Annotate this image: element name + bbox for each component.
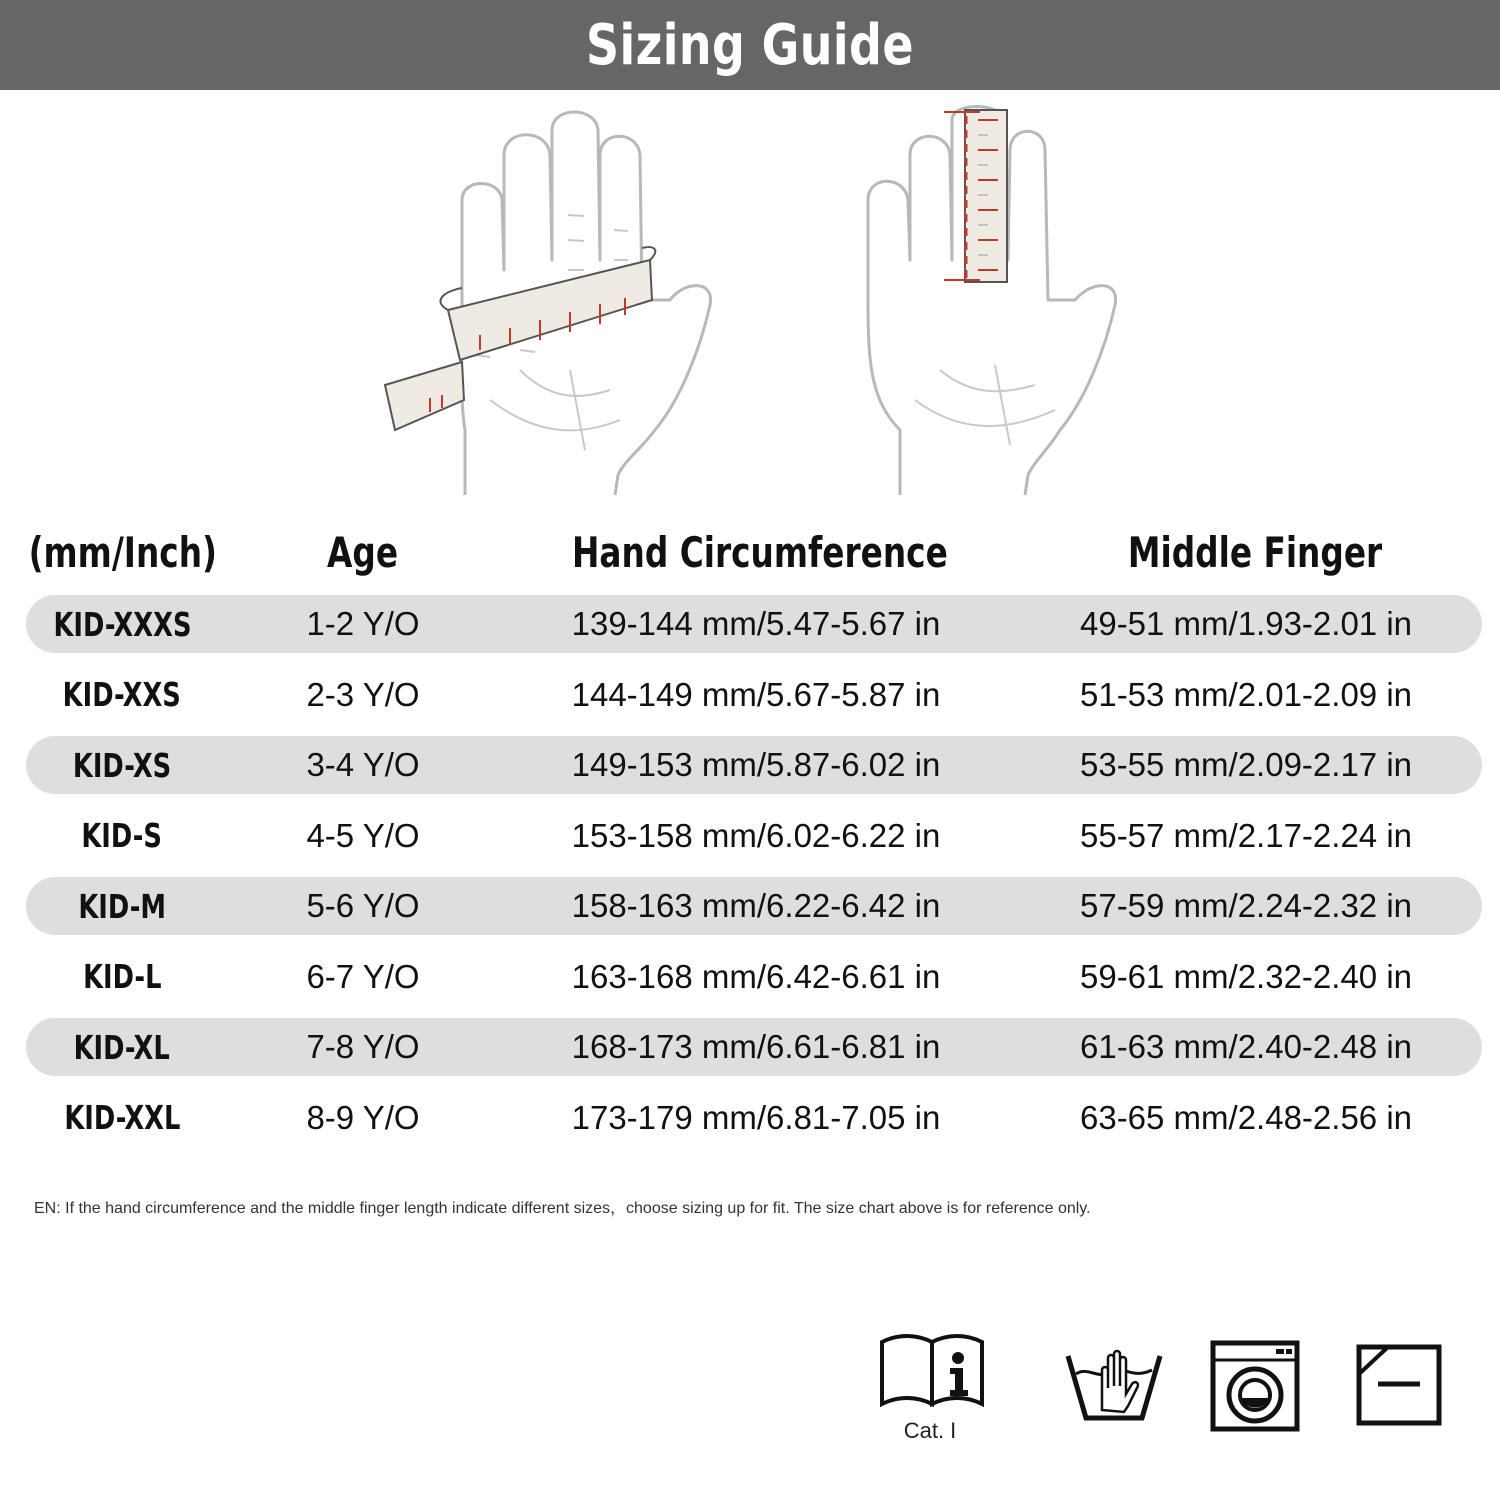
table-row (26, 948, 1482, 1006)
size-cell: KID-XS (72, 745, 172, 785)
size-cell: KID-S (81, 816, 163, 855)
age-cell: 6-7 Y/O (306, 957, 420, 995)
finger-cell: 57-59 mm/2.24-2.32 in (1079, 887, 1412, 924)
finger-cell: 55-57 mm/2.17-2.24 in (1079, 816, 1412, 854)
page-title: Sizing Guide (586, 12, 914, 78)
finger-cell: 51-53 mm/2.01-2.09 in (1079, 675, 1412, 713)
finger-cell: 61-63 mm/2.40-2.48 in (1079, 1028, 1412, 1065)
table-row (26, 736, 1482, 794)
column-header-age: Age (327, 527, 399, 577)
table-row (26, 1089, 1482, 1147)
size-table (26, 595, 1482, 1159)
column-header-middle-finger: Middle Finger (1127, 527, 1383, 577)
size-cell: KID-XXXS (52, 604, 192, 644)
dry-flat-icon (1356, 1344, 1442, 1426)
age-cell: 5-6 Y/O (306, 887, 420, 924)
category-label: Cat. I (903, 1418, 957, 1443)
age-cell: 8-9 Y/O (306, 1098, 420, 1136)
size-cell: KID-XL (73, 1027, 171, 1067)
size-cell: KID-L (82, 957, 162, 996)
column-header-unit: (mm/Inch) (28, 527, 218, 577)
age-cell: 2-3 Y/O (306, 675, 420, 713)
finger-cell: 49-51 mm/1.93-2.01 in (1079, 605, 1412, 642)
table-row (26, 666, 1482, 724)
hand-circumference-illustration (370, 100, 730, 500)
finger-cell: 63-65 mm/2.48-2.56 in (1079, 1098, 1412, 1136)
size-cell: KID-XXL (63, 1098, 181, 1137)
sizing-note: EN: If the hand circumference and the middle finger length indicate different sizes，choose sizing up for fit. The size chart above is for reference only. (34, 1200, 1091, 1217)
finger-cell: 53-55 mm/2.09-2.17 in (1079, 746, 1412, 783)
manual-info-icon (878, 1332, 988, 1412)
hand-cell: 149-153 mm/5.87-6.02 in (571, 746, 941, 783)
table-row (26, 1018, 1482, 1076)
hand-cell: 144-149 mm/5.67-5.87 in (571, 675, 941, 713)
machine-wash-icon (1210, 1340, 1300, 1432)
age-cell: 3-4 Y/O (306, 746, 420, 783)
table-row (26, 595, 1482, 653)
middle-finger-illustration (860, 100, 1140, 500)
finger-cell: 59-61 mm/2.32-2.40 in (1079, 957, 1412, 995)
column-header-hand-circumference: Hand Circumference (572, 527, 948, 577)
hand-cell: 168-173 mm/6.61-6.81 in (571, 1028, 941, 1065)
size-cell: KID-XXS (62, 675, 182, 714)
size-cell: KID-M (78, 886, 166, 926)
hand-wash-icon (1064, 1340, 1164, 1424)
hand-cell: 158-163 mm/6.22-6.42 in (571, 887, 941, 924)
age-cell: 1-2 Y/O (306, 605, 420, 642)
age-cell: 7-8 Y/O (306, 1028, 420, 1065)
age-cell: 4-5 Y/O (306, 816, 420, 854)
hand-cell: 163-168 mm/6.42-6.61 in (571, 957, 941, 995)
table-row (26, 877, 1482, 935)
header-bar (0, 0, 1500, 90)
hand-cell: 153-158 mm/6.02-6.22 in (571, 816, 941, 854)
table-row (26, 807, 1482, 865)
hand-cell: 139-144 mm/5.47-5.67 in (571, 605, 941, 642)
hand-cell: 173-179 mm/6.81-7.05 in (571, 1098, 941, 1136)
